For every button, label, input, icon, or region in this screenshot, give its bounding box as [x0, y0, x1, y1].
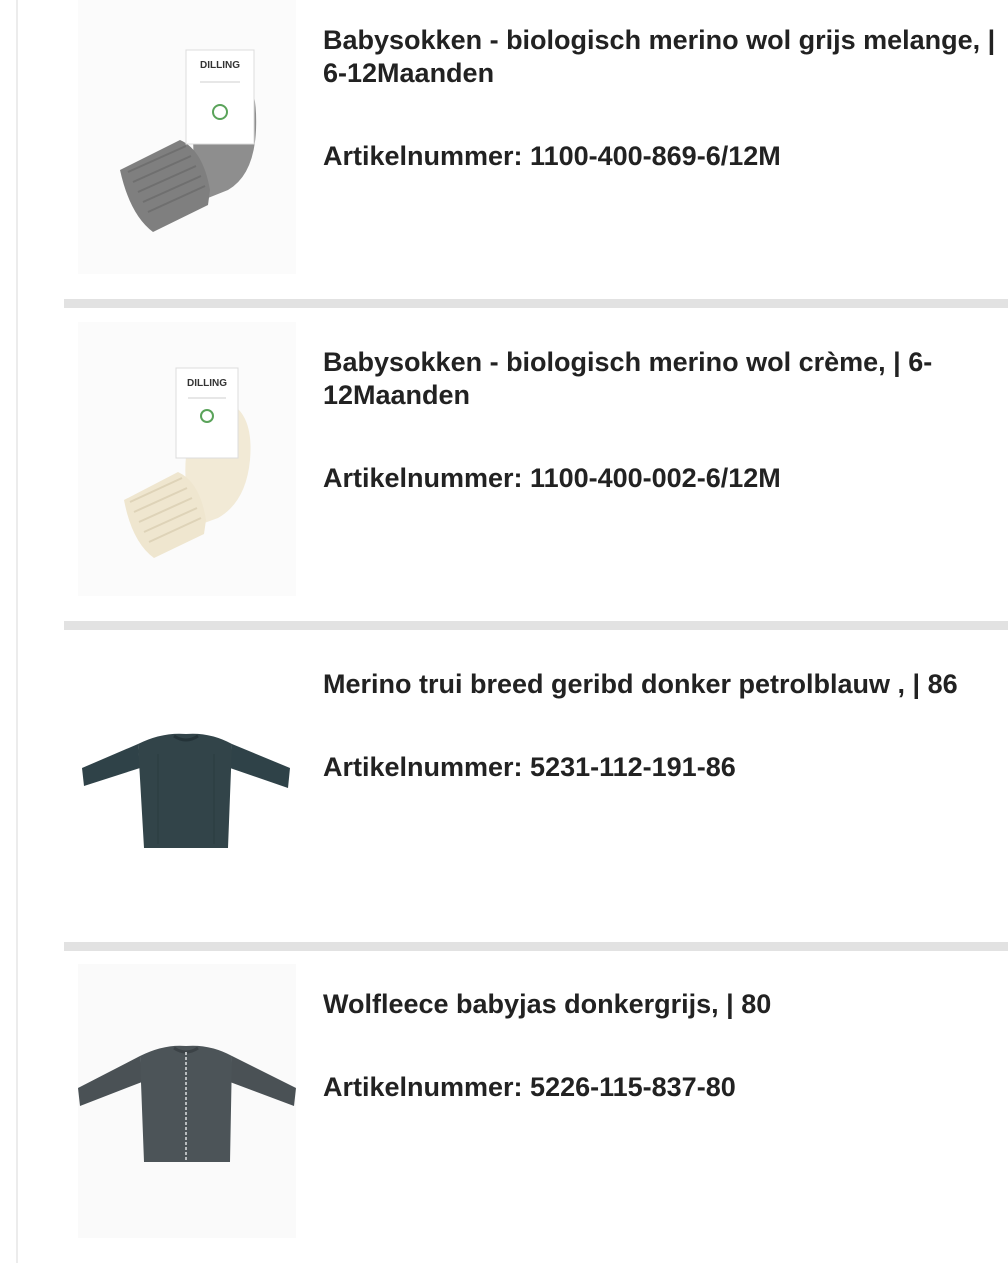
- product-item[interactable]: [64, 322, 1008, 622]
- cream-socks-image: [78, 322, 296, 596]
- product-sku: Artikelnummer: 5231-112-191-86: [323, 752, 736, 782]
- item-divider: [64, 621, 1008, 630]
- product-title-line1: Wolfleece babyjas donkergrijs, | 80: [323, 989, 772, 1019]
- product-info: [323, 346, 1008, 495]
- product-title-line1: Babysokken - biologisch merino wol grijs melange, |: [323, 25, 996, 55]
- left-border: [16, 0, 18, 1263]
- product-item[interactable]: [64, 644, 1008, 944]
- product-sku: Artikelnummer: 5226-115-837-80: [323, 1072, 736, 1102]
- product-title[interactable]: [323, 668, 1008, 701]
- product-title-line2: 12Maanden: [323, 380, 471, 410]
- item-divider: [64, 299, 1008, 308]
- product-info: [323, 24, 1008, 173]
- product-title-line1: Babysokken - biologisch merino wol crème, | 6-: [323, 347, 933, 377]
- product-title[interactable]: [323, 346, 1008, 412]
- product-thumbnail[interactable]: [78, 644, 296, 918]
- product-title-line1: Merino trui breed geribd donker petrolblauw , | 86: [323, 669, 958, 699]
- product-thumbnail[interactable]: [78, 322, 296, 596]
- product-info: [323, 988, 1008, 1104]
- product-title-line2: 6-12Maanden: [323, 58, 495, 88]
- brand-label: DILLING: [200, 60, 240, 71]
- product-sku: Artikelnummer: 1100-400-002-6/12M: [323, 463, 781, 493]
- grey-socks-image: [78, 0, 296, 274]
- product-title[interactable]: [323, 24, 1008, 90]
- product-info: [323, 668, 1008, 784]
- product-item[interactable]: [64, 0, 1008, 300]
- item-divider: [64, 942, 1008, 951]
- product-sku: Artikelnummer: 1100-400-869-6/12M: [323, 141, 781, 171]
- brand-label: DILLING: [187, 378, 227, 389]
- dark-grey-jacket-image: [78, 964, 296, 1238]
- product-title[interactable]: [323, 988, 1008, 1021]
- product-item[interactable]: [64, 964, 1008, 1263]
- product-thumbnail[interactable]: [78, 0, 296, 274]
- dark-teal-sweater-image: [78, 644, 296, 918]
- product-thumbnail[interactable]: [78, 964, 296, 1238]
